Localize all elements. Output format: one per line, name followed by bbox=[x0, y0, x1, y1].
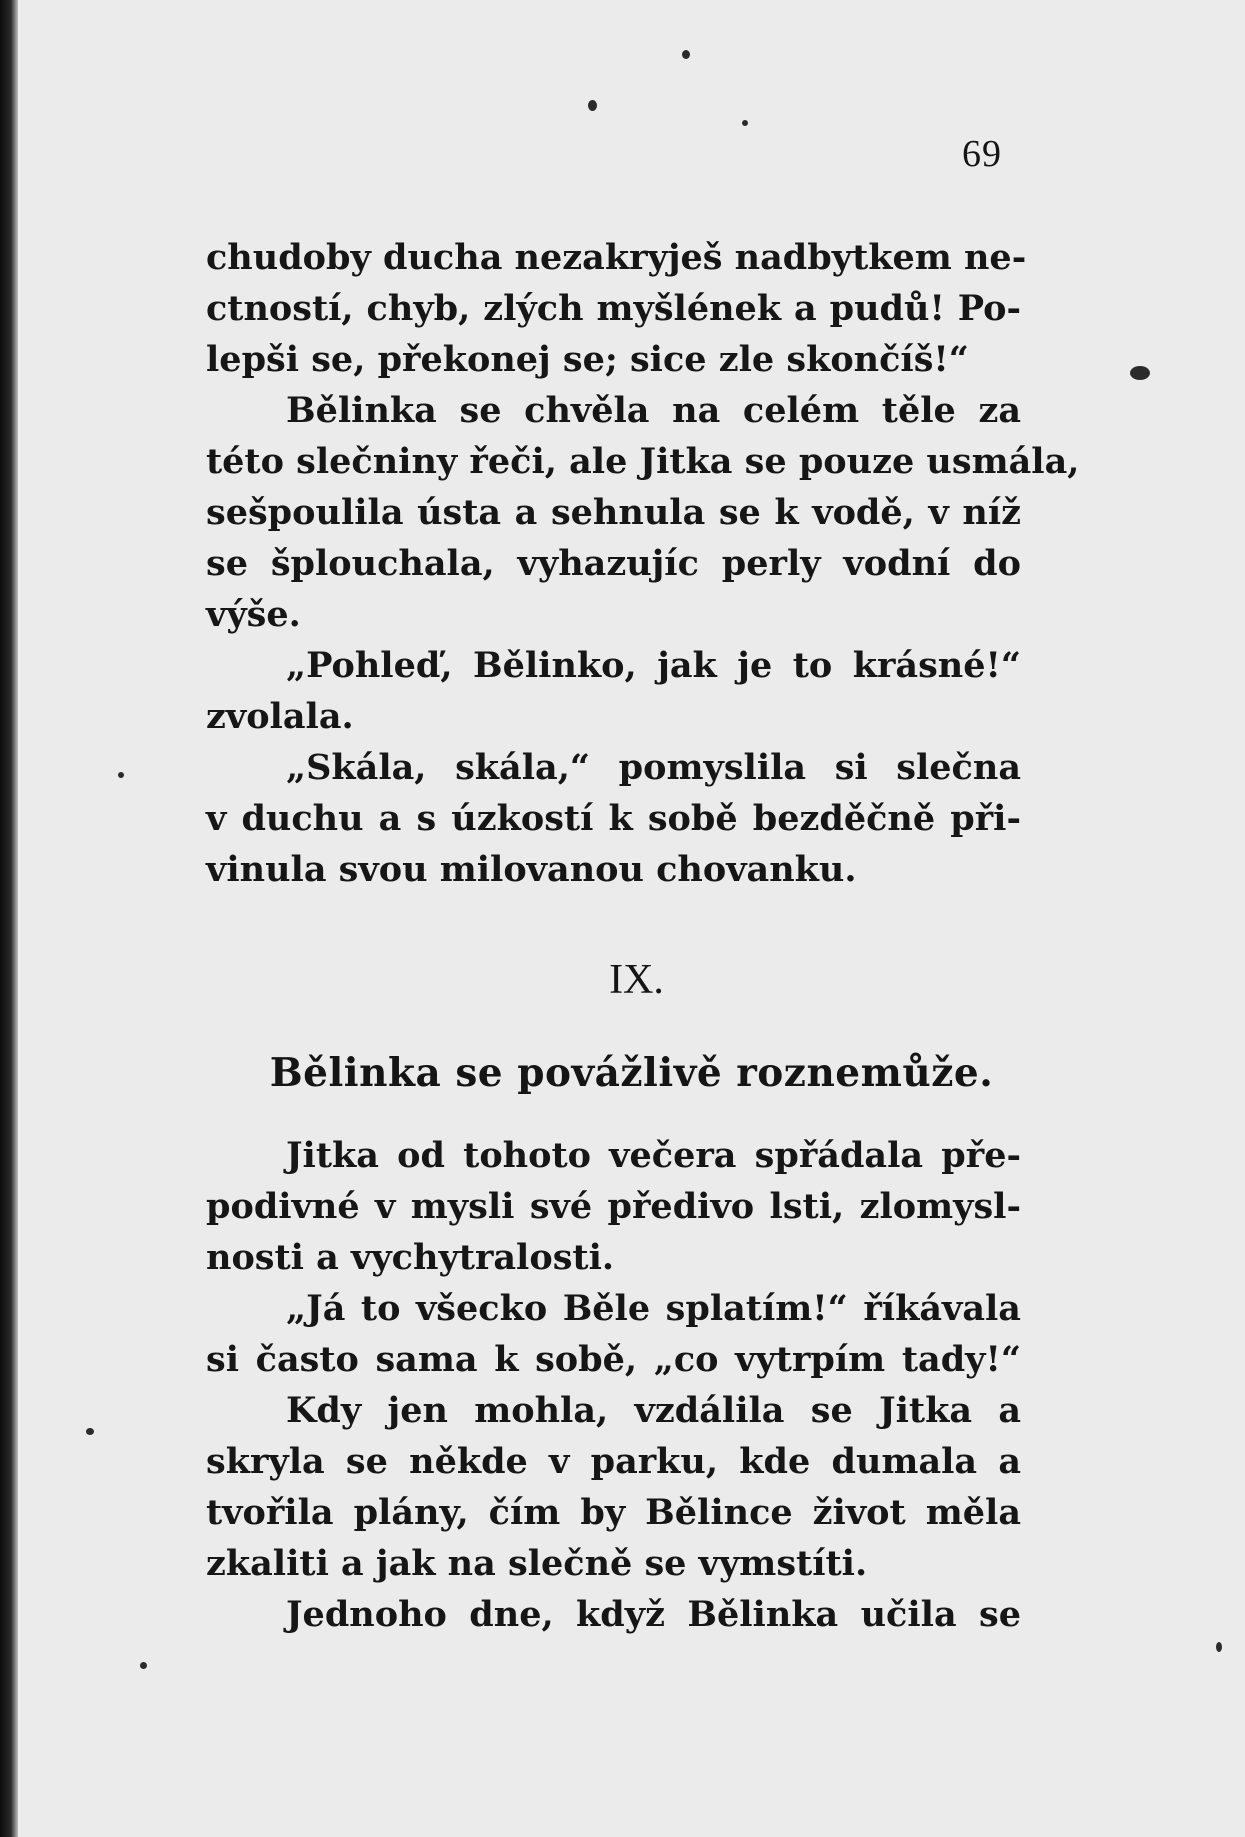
book-spine-shadow bbox=[0, 0, 18, 1837]
text-line: výše. bbox=[206, 594, 301, 635]
text-line: chudoby ducha nezakryješ nadbytkem ne- bbox=[206, 237, 1027, 278]
text-line: „Skála, skála,“ pomyslila si slečna bbox=[286, 747, 1021, 788]
text-line: vinula svou milovanou chovanku. bbox=[206, 849, 857, 890]
text-line: „Já to všecko Běle splatím!“ říkávala bbox=[286, 1288, 1021, 1329]
text-line: Kdy jen mohla, vzdálila se Jitka a bbox=[286, 1390, 1021, 1431]
print-speck bbox=[118, 772, 124, 778]
print-speck bbox=[1216, 1642, 1222, 1652]
paragraph bbox=[206, 232, 1027, 385]
text-line: skryla se někde v parku, kde dumala a bbox=[206, 1441, 1021, 1482]
text-line: Bělinka se chvěla na celém těle za bbox=[286, 390, 1021, 431]
text-line: zkaliti a jak na slečně se vymstíti. bbox=[206, 1543, 868, 1584]
text-line: nosti a vychytralosti. bbox=[206, 1237, 615, 1278]
text-line: ctností, chyb, zlých myšlének a pudů! Po- bbox=[206, 288, 1021, 329]
text-line: lepši se, překonej se; sice zle skončíš!“ bbox=[206, 339, 969, 380]
paragraph bbox=[206, 640, 1021, 742]
print-speck bbox=[682, 50, 690, 59]
paragraph bbox=[206, 1385, 1021, 1589]
text-line: se šplouchala, vyhazujíc perly vodní do bbox=[206, 543, 1021, 584]
text-line: zvolala. bbox=[206, 696, 354, 737]
text-line: v duchu a s úzkostí k sobě bezděčně při- bbox=[206, 798, 1021, 839]
page-number: 69 bbox=[962, 133, 1002, 175]
text-line: podivné v mysli své předivo lsti, zlomysl- bbox=[206, 1186, 1021, 1227]
print-speck bbox=[1130, 366, 1150, 380]
print-speck bbox=[140, 1662, 147, 1669]
text-line: tvořila plány, čím by Bělince život měla bbox=[206, 1492, 1021, 1533]
chapter-number: IX. bbox=[609, 957, 664, 1003]
paragraph bbox=[206, 1130, 1021, 1283]
text-line: této slečniny řeči, ale Jitka se pouze usmála, bbox=[206, 441, 1080, 482]
paragraph bbox=[206, 742, 1021, 895]
text-before-chapter bbox=[206, 232, 1080, 895]
print-speck bbox=[588, 100, 597, 111]
chapter-title: Bělinka se povážlivě roznemůže. bbox=[269, 1050, 994, 1096]
text-line: Jednoho dne, když Bělinka učila se bbox=[286, 1594, 1021, 1635]
text-line: Jitka od tohoto večera spřádala pře- bbox=[286, 1135, 1021, 1176]
text-line: „Pohleď, Bělinko, jak je to krásné!“ bbox=[286, 645, 1021, 686]
text-line: si často sama k sobě, „co vytrpím tady!“ bbox=[206, 1339, 1021, 1380]
print-speck bbox=[742, 120, 748, 126]
paragraph bbox=[206, 385, 1080, 640]
paragraph bbox=[206, 1589, 1021, 1640]
paragraph bbox=[206, 1283, 1021, 1385]
text-after-chapter bbox=[206, 1130, 1021, 1640]
text-line: sešpoulila ústa a sehnula se k vodě, v níž bbox=[206, 492, 1021, 533]
book-page bbox=[18, 0, 1245, 1837]
print-speck bbox=[86, 1428, 94, 1435]
